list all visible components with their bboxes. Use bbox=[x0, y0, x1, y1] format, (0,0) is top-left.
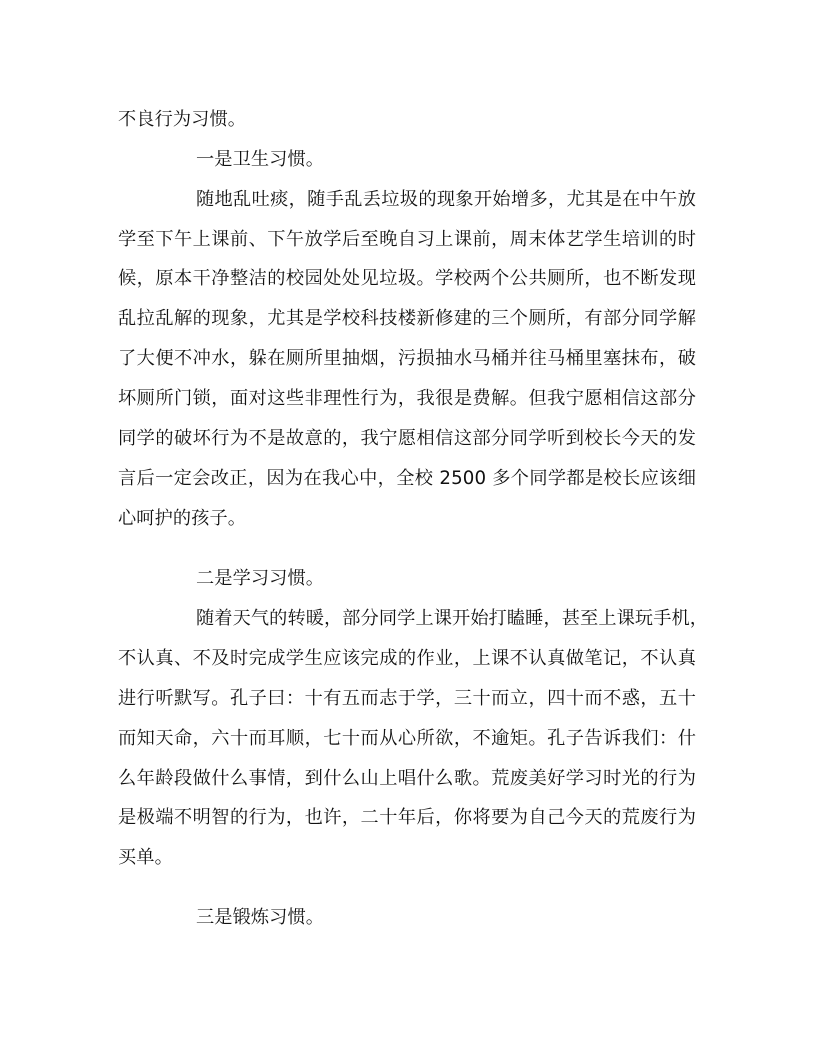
text-line: 不良行为习惯。 bbox=[118, 109, 247, 130]
text-line: 乱拉乱解的现象，尤其是学校科技楼新修建的三个厕所，有部分同学解 bbox=[118, 308, 696, 329]
text-line: 言后一定会改正，因为在我心中，全校 2500 多个同学都是校长应该细 bbox=[118, 468, 696, 489]
text-line: 同学的破坏行为不是故意的，我宁愿相信这部分同学听到校长今天的发 bbox=[118, 428, 696, 449]
text-line: 坏厕所门锁，面对这些非理性行为，我很是费解。但我宁愿相信这部分 bbox=[118, 388, 696, 409]
text-line: 不认真、不及时完成学生应该完成的作业，上课不认真做笔记，不认真 bbox=[118, 648, 696, 669]
text-line: 随着天气的转暖，部分同学上课开始打瞌睡，甚至上课玩手机， bbox=[196, 608, 709, 629]
text-line: 候，原本干净整洁的校园处处见垃圾。学校两个公共厕所，也不断发现 bbox=[118, 268, 696, 289]
text-line: 而知天命，六十而耳顺，七十而从心所欲，不逾矩。孔子告诉我们：什 bbox=[118, 728, 696, 749]
text-line: 学至下午上课前、下午放学后至晚自习上课前，周末体艺学生培训的时 bbox=[118, 229, 696, 250]
text-line: 随地乱吐痰，随手乱丢垃圾的现象开始增多，尤其是在中午放 bbox=[196, 189, 696, 210]
text-line: 进行听默写。孔子曰：十有五而志于学，三十而立，四十而不惑，五十 bbox=[118, 688, 696, 709]
section-heading: 三是锻炼习惯。 bbox=[196, 907, 325, 928]
text-line: 买单。 bbox=[118, 847, 173, 868]
section-heading: 二是学习习惯。 bbox=[196, 568, 325, 589]
section-heading: 一是卫生习惯。 bbox=[196, 149, 325, 170]
text-line: 么年龄段做什么事情，到什么山上唱什么歌。荒废美好学习时光的行为 bbox=[118, 768, 696, 789]
text-line: 是极端不明智的行为，也许，二十年后，你将要为自己今天的荒废行为 bbox=[118, 807, 696, 828]
text-line: 心呵护的孩子。 bbox=[118, 508, 247, 529]
text-line: 了大便不冲水，躲在厕所里抽烟，污损抽水马桶并往马桶里塞抹布，破 bbox=[118, 348, 696, 369]
